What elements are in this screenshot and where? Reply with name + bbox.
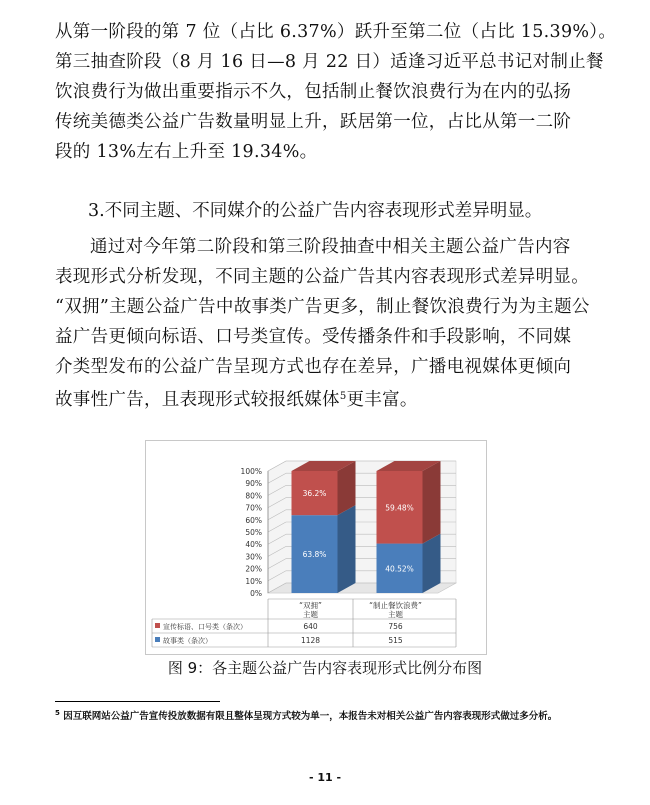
text-line: 饮浪费行为做出重要指示不久，包括制止餐饮浪费行为在内的弘扬 xyxy=(55,82,572,102)
table-cell-value: 640 xyxy=(303,622,318,631)
text-line: 段的 13%左右上升至 19.34%。 xyxy=(55,142,318,162)
x-category-label: “制止餐饮浪费” xyxy=(369,601,422,610)
x-category-label: “双拥” xyxy=(299,601,322,610)
y-tick-label: 50% xyxy=(245,528,262,537)
table-cell-value: 756 xyxy=(388,622,403,631)
legend-label: 宣传标语、口号类（条次） xyxy=(163,623,247,631)
figure-caption: 图 9：各主题公益广告内容表现形式比例分布图 xyxy=(167,659,483,677)
table-cell-value: 1128 xyxy=(300,636,321,645)
section-heading: 3.不同主题、不同媒介的公益广告内容表现形式差异明显。 xyxy=(88,201,543,221)
text-line: 益广告更倾向标语、口号类宣传。受传播条件和手段影响，不同媒 xyxy=(55,327,572,347)
y-tick-label: 0% xyxy=(250,589,262,598)
text-line: 从第一阶段的第 7 位（占比 6.37%）跃升至第二位（占比 15.39%）。 xyxy=(55,22,617,42)
footnote-reference[interactable]: 5 xyxy=(339,391,347,402)
data-label: 40.52% xyxy=(385,564,414,574)
text-line: 表现形式分析发现，不同主题的公益广告其内容表现形式差异明显。 xyxy=(55,267,589,287)
text-line: 第三抽查阶段（8 月 16 日—8 月 22 日）适逢习近平总书记对制止餐 xyxy=(55,52,604,72)
x-category-label: 主题 xyxy=(388,610,403,619)
y-tick-label: 60% xyxy=(245,515,262,525)
chart-frame xyxy=(145,440,487,655)
paragraph-2 xyxy=(55,232,607,415)
bar-side xyxy=(423,534,441,593)
data-label: 59.48% xyxy=(385,503,414,513)
y-tick-label: 10% xyxy=(245,576,262,586)
y-tick-label: 100% xyxy=(240,467,262,476)
bar-side xyxy=(423,461,441,544)
x-category-label: 主题 xyxy=(303,610,318,619)
y-tick-label: 20% xyxy=(245,564,262,574)
data-label: 63.8% xyxy=(302,550,327,560)
text-segment: 故事性广告，且表现形式较报纸媒体 xyxy=(55,390,340,410)
stacked-bar-chart xyxy=(146,441,486,654)
bar-side xyxy=(338,505,356,593)
y-tick-label: 90% xyxy=(245,479,262,489)
legend-swatch xyxy=(155,637,160,642)
y-tick-label: 40% xyxy=(245,540,262,550)
footnote xyxy=(55,706,600,724)
paragraph-1 xyxy=(55,17,617,167)
data-label: 36.2% xyxy=(302,489,327,499)
footnote-mark: 5 xyxy=(55,709,60,717)
legend-label: 故事类（条次） xyxy=(163,637,212,645)
text-segment: 更丰富。 xyxy=(346,390,418,410)
y-tick-label: 30% xyxy=(245,552,262,562)
text-line: 传统美德类公益广告数量明显上升，跃居第一位，占比从第一二阶 xyxy=(55,112,572,132)
table-cell-value: 515 xyxy=(388,636,403,645)
y-tick-label: 80% xyxy=(245,491,262,501)
footnote-divider xyxy=(55,701,220,702)
text-line: 通过对今年第二阶段和第三阶段抽查中相关主题公益广告内容 xyxy=(90,237,571,257)
y-tick-label: 70% xyxy=(245,503,262,513)
footnote-text: 因互联网站公益广告宣传投放数据有限且整体呈现方式较为单一，本报告未对相关公益广告内容表现形式做过多分析。 xyxy=(63,711,558,723)
text-line: “双拥”主题公益广告中故事类广告更多，制止餐饮浪费行为为主题公 xyxy=(55,297,590,317)
legend-swatch xyxy=(155,623,160,628)
text-line-last xyxy=(55,382,607,415)
text-line: 介类型发布的公益广告呈现方式也存在差异，广播电视媒体更倾向 xyxy=(55,357,572,377)
page-number: - 11 - xyxy=(308,771,342,784)
